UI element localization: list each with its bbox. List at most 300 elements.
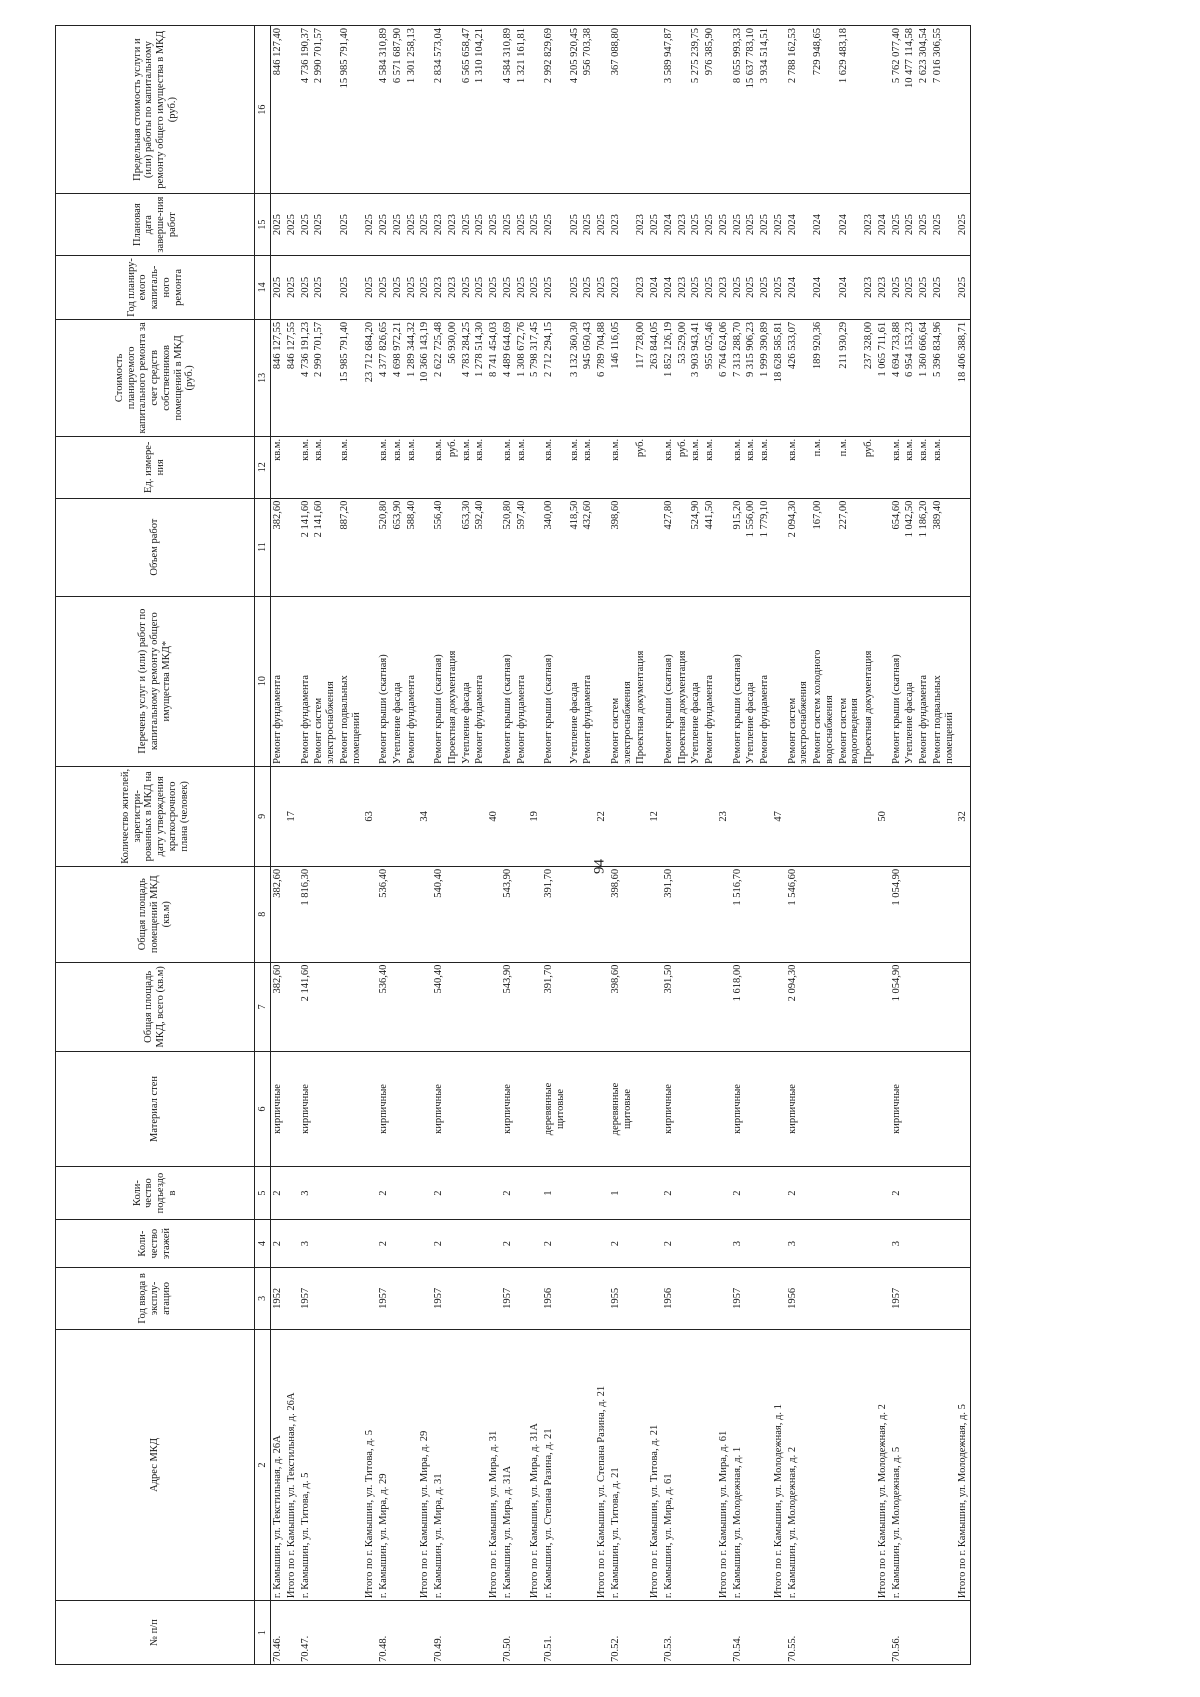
planned-year-cell: 2025 (890, 256, 904, 320)
completion-date-cell: 2023 (609, 194, 635, 256)
residents-cell (609, 766, 635, 866)
work-type-cell: Ремонт фундамента (758, 596, 772, 766)
table-row (312, 26, 338, 1665)
wall-material-cell (811, 1052, 837, 1167)
total-row (772, 26, 786, 1665)
work-type-cell (528, 596, 542, 766)
work-type-cell (648, 596, 662, 766)
floors-cell (703, 1220, 717, 1268)
work-type-cell: Ремонт фундамента (405, 596, 419, 766)
row-number (595, 1601, 609, 1665)
unit-cell: кв.м. (501, 436, 515, 498)
work-volume-cell: 592,40 (473, 498, 487, 596)
entrances-cell (758, 1166, 772, 1219)
table-row (786, 26, 812, 1665)
wall-material-cell (460, 1052, 474, 1167)
total-row (717, 26, 731, 1665)
total-area-cell (595, 962, 609, 1051)
column-header: Общая площадь помещений МКД (кв.м) (56, 866, 255, 962)
total-area-cell (917, 962, 931, 1051)
row-number: 70.56. (890, 1601, 904, 1665)
residents-cell (862, 766, 876, 866)
completion-date-cell: 2025 (731, 194, 745, 256)
table-body (271, 26, 971, 1665)
premises-area-cell (405, 866, 419, 962)
premises-area-cell (312, 866, 338, 962)
residents-cell: 17 (285, 766, 299, 866)
address-cell: г. Камышин, ул. Мира, д. 29 (377, 1329, 391, 1600)
unit-cell: кв.м. (299, 436, 313, 498)
limit-cost-cell (648, 26, 662, 194)
completion-date-cell: 2023 (634, 194, 648, 256)
floors-cell (568, 1220, 582, 1268)
premises-area-cell (758, 866, 772, 962)
premises-area-cell (473, 866, 487, 962)
floors-cell (876, 1220, 890, 1268)
year-built-cell (473, 1268, 487, 1330)
floors-cell: 3 (299, 1220, 313, 1268)
floors-cell (676, 1220, 690, 1268)
unit-cell (363, 436, 377, 498)
year-built-cell (903, 1268, 917, 1330)
work-type-cell (717, 596, 731, 766)
premises-area-cell: 1 816,30 (299, 866, 313, 962)
row-number: 70.52. (609, 1601, 635, 1665)
planned-year-cell: 2025 (285, 256, 299, 320)
residents-cell: 22 (595, 766, 609, 866)
wall-material-cell (473, 1052, 487, 1167)
completion-date-cell: 2025 (501, 194, 515, 256)
limit-cost-cell (862, 26, 876, 194)
year-built-cell (931, 1268, 957, 1330)
completion-date-cell: 2025 (473, 194, 487, 256)
floors-cell (405, 1220, 419, 1268)
residents-cell: 47 (772, 766, 786, 866)
column-number-row (255, 26, 271, 1665)
floors-cell (528, 1220, 542, 1268)
work-volume-cell: 1 556,00 (744, 498, 758, 596)
column-number: 12 (255, 436, 271, 498)
address-cell (568, 1329, 582, 1600)
limit-cost-cell (528, 26, 542, 194)
unit-cell: руб. (446, 436, 460, 498)
floors-cell (837, 1220, 863, 1268)
completion-date-cell: 2025 (648, 194, 662, 256)
limit-cost-cell (717, 26, 731, 194)
cost-cell: 5 798 317,45 (528, 319, 542, 436)
work-type-cell (956, 596, 970, 766)
planned-year-cell: 2024 (648, 256, 662, 320)
limit-cost-cell: 4 205 920,45 (568, 26, 582, 194)
cost-cell: 23 712 684,20 (363, 319, 377, 436)
planned-year-cell: 2025 (377, 256, 391, 320)
wall-material-cell (487, 1052, 501, 1167)
limit-cost-cell (876, 26, 890, 194)
unit-cell: п.м. (837, 436, 863, 498)
work-type-cell: Ремонт крыши (скатная) (542, 596, 568, 766)
entrances-cell (528, 1166, 542, 1219)
wall-material-cell (312, 1052, 338, 1167)
address-cell: Итого по г. Камышин, ул. Молодежная, д. 5 (956, 1329, 970, 1600)
unit-cell: кв.м. (917, 436, 931, 498)
floors-cell (338, 1220, 364, 1268)
total-area-cell (703, 962, 717, 1051)
wall-material-cell (917, 1052, 931, 1167)
work-volume-cell: 653,30 (460, 498, 474, 596)
premises-area-cell (515, 866, 529, 962)
cost-cell: 1 278 514,30 (473, 319, 487, 436)
unit-cell: руб. (634, 436, 648, 498)
address-cell: Итого по г. Камышин, ул. Молодежная, д. 1 (772, 1329, 786, 1600)
wall-material-cell: кирпичные (890, 1052, 904, 1167)
total-area-cell (758, 962, 772, 1051)
work-volume-cell (595, 498, 609, 596)
year-built-cell (595, 1268, 609, 1330)
column-header: Год планиру-емого капиталь-ного ремонта (56, 256, 255, 320)
address-cell: г. Камышин, ул. Молодежная, д. 1 (731, 1329, 745, 1600)
column-number: 16 (255, 26, 271, 194)
work-type-cell: Ремонт крыши (скатная) (377, 596, 391, 766)
entrances-cell: 2 (271, 1166, 285, 1219)
address-cell (312, 1329, 338, 1600)
row-number (487, 1601, 501, 1665)
work-volume-cell: 418,50 (568, 498, 582, 596)
work-volume-cell (487, 498, 501, 596)
wall-material-cell (717, 1052, 731, 1167)
unit-cell: кв.м. (731, 436, 745, 498)
floors-cell: 2 (432, 1220, 446, 1268)
address-cell (338, 1329, 364, 1600)
work-type-cell: Ремонт подвальных помещений (338, 596, 364, 766)
wall-material-cell (931, 1052, 957, 1167)
table-row (634, 26, 648, 1665)
entrances-cell (391, 1166, 405, 1219)
year-built-cell (487, 1268, 501, 1330)
floors-cell (917, 1220, 931, 1268)
premises-area-cell (528, 866, 542, 962)
year-built-cell (956, 1268, 970, 1330)
floors-cell (363, 1220, 377, 1268)
completion-date-cell: 2025 (542, 194, 568, 256)
year-built-cell: 1955 (609, 1268, 635, 1330)
table-row (703, 26, 717, 1665)
cost-cell: 2 990 701,57 (312, 319, 338, 436)
total-area-cell: 2 141,60 (299, 962, 313, 1051)
wall-material-cell (568, 1052, 582, 1167)
floors-cell (446, 1220, 460, 1268)
entrances-cell (515, 1166, 529, 1219)
entrances-cell (568, 1166, 582, 1219)
address-cell: г. Камышин, ул. Молодежная, д. 2 (786, 1329, 812, 1600)
planned-year-cell: 2025 (460, 256, 474, 320)
column-header: Адрес МКД (56, 1329, 255, 1600)
total-area-cell (312, 962, 338, 1051)
address-cell: Итого по г. Камышин, ул. Титова, д. 5 (363, 1329, 377, 1600)
total-row (876, 26, 890, 1665)
work-volume-cell: 1 042,50 (903, 498, 917, 596)
floors-cell (758, 1220, 772, 1268)
planned-year-cell: 2023 (432, 256, 446, 320)
residents-cell (501, 766, 515, 866)
unit-cell: кв.м. (581, 436, 595, 498)
wall-material-cell (391, 1052, 405, 1167)
completion-date-cell: 2025 (890, 194, 904, 256)
entrances-cell (772, 1166, 786, 1219)
floors-cell: 2 (501, 1220, 515, 1268)
limit-cost-cell: 5 275 239,75 (689, 26, 703, 194)
unit-cell (487, 436, 501, 498)
unit-cell: кв.м. (312, 436, 338, 498)
residents-cell (731, 766, 745, 866)
wall-material-cell: кирпичные (501, 1052, 515, 1167)
table-row (473, 26, 487, 1665)
year-built-cell (758, 1268, 772, 1330)
floors-cell (634, 1220, 648, 1268)
address-cell (460, 1329, 474, 1600)
entrances-cell (338, 1166, 364, 1219)
completion-date-cell: 2025 (405, 194, 419, 256)
planned-year-cell: 2024 (811, 256, 837, 320)
residents-cell: 63 (363, 766, 377, 866)
limit-cost-cell: 6 571 687,90 (391, 26, 405, 194)
entrances-cell (837, 1166, 863, 1219)
work-volume-cell: 382,60 (271, 498, 285, 596)
planned-year-cell: 2025 (487, 256, 501, 320)
table-row (837, 26, 863, 1665)
wall-material-cell: кирпичные (299, 1052, 313, 1167)
floors-cell (515, 1220, 529, 1268)
cost-cell: 2 712 294,15 (542, 319, 568, 436)
unit-cell: кв.м. (903, 436, 917, 498)
year-built-cell (515, 1268, 529, 1330)
planned-year-cell: 2025 (528, 256, 542, 320)
premises-area-cell (418, 866, 432, 962)
total-area-cell: 391,50 (662, 962, 676, 1051)
year-built-cell (285, 1268, 299, 1330)
year-built-cell (363, 1268, 377, 1330)
table-row (299, 26, 313, 1665)
residents-cell (744, 766, 758, 866)
total-area-cell (811, 962, 837, 1051)
premises-area-cell (581, 866, 595, 962)
wall-material-cell (363, 1052, 377, 1167)
unit-cell: кв.м. (931, 436, 957, 498)
wall-material-cell (689, 1052, 703, 1167)
work-volume-cell: 427,80 (662, 498, 676, 596)
total-area-cell (528, 962, 542, 1051)
work-volume-cell: 432,60 (581, 498, 595, 596)
row-number (648, 1601, 662, 1665)
premises-area-cell (903, 866, 917, 962)
column-number: 6 (255, 1052, 271, 1167)
unit-cell: кв.м. (515, 436, 529, 498)
year-built-cell (703, 1268, 717, 1330)
residents-cell (312, 766, 338, 866)
work-volume-cell: 520,80 (501, 498, 515, 596)
work-volume-cell (528, 498, 542, 596)
work-type-cell: Утепление фасада (903, 596, 917, 766)
completion-date-cell: 2025 (956, 194, 970, 256)
work-type-cell: Проектная документация (676, 596, 690, 766)
wall-material-cell (956, 1052, 970, 1167)
row-number (811, 1601, 837, 1665)
total-area-cell (446, 962, 460, 1051)
planned-year-cell: 2025 (312, 256, 338, 320)
total-area-cell: 540,40 (432, 962, 446, 1051)
planned-year-cell: 2025 (758, 256, 772, 320)
premises-area-cell (487, 866, 501, 962)
year-built-cell (689, 1268, 703, 1330)
cost-cell: 2 622 725,48 (432, 319, 446, 436)
total-area-cell (363, 962, 377, 1051)
page-number: 94 (591, 859, 608, 874)
year-built-cell (312, 1268, 338, 1330)
planned-year-cell: 2023 (717, 256, 731, 320)
completion-date-cell: 2025 (595, 194, 609, 256)
completion-date-cell: 2023 (862, 194, 876, 256)
premises-area-cell: 1 546,60 (786, 866, 812, 962)
residents-cell (377, 766, 391, 866)
year-built-cell (862, 1268, 876, 1330)
work-volume-cell (676, 498, 690, 596)
address-cell: Итого по г. Камышин, ул. Мира, д. 31А (528, 1329, 542, 1600)
total-area-cell (876, 962, 890, 1051)
row-number (772, 1601, 786, 1665)
table-row (917, 26, 931, 1665)
premises-area-cell: 391,50 (662, 866, 676, 962)
planned-year-cell: 2025 (363, 256, 377, 320)
limit-cost-cell: 15 985 791,40 (338, 26, 364, 194)
completion-date-cell: 2024 (876, 194, 890, 256)
work-type-cell: Ремонт подвальных помещений (931, 596, 957, 766)
address-cell: Итого по г. Камышин, ул. Мира, д. 29 (418, 1329, 432, 1600)
work-type-cell (285, 596, 299, 766)
row-number (917, 1601, 931, 1665)
total-area-cell: 543,90 (501, 962, 515, 1051)
completion-date-cell: 2025 (285, 194, 299, 256)
row-number (515, 1601, 529, 1665)
work-type-cell: Утепление фасада (460, 596, 474, 766)
work-volume-cell (418, 498, 432, 596)
work-volume-cell: 588,40 (405, 498, 419, 596)
year-built-cell (676, 1268, 690, 1330)
completion-date-cell: 2025 (568, 194, 582, 256)
work-volume-cell: 167,00 (811, 498, 837, 596)
total-area-cell (772, 962, 786, 1051)
row-number: 70.53. (662, 1601, 676, 1665)
residents-cell (446, 766, 460, 866)
work-type-cell: Утепление фасада (391, 596, 405, 766)
completion-date-cell: 2025 (717, 194, 731, 256)
year-built-cell: 1957 (299, 1268, 313, 1330)
planned-year-cell: 2023 (609, 256, 635, 320)
column-number: 4 (255, 1220, 271, 1268)
wall-material-cell (634, 1052, 648, 1167)
entrances-cell (460, 1166, 474, 1219)
completion-date-cell: 2025 (363, 194, 377, 256)
planned-year-cell: 2025 (703, 256, 717, 320)
residents-cell (786, 766, 812, 866)
completion-date-cell: 2024 (786, 194, 812, 256)
unit-cell (418, 436, 432, 498)
total-area-cell (405, 962, 419, 1051)
completion-date-cell: 2023 (676, 194, 690, 256)
unit-cell (528, 436, 542, 498)
total-area-cell: 398,60 (609, 962, 635, 1051)
row-number (744, 1601, 758, 1665)
wall-material-cell (676, 1052, 690, 1167)
year-built-cell (405, 1268, 419, 1330)
year-built-cell (876, 1268, 890, 1330)
cost-cell: 6 789 704,88 (595, 319, 609, 436)
total-row (956, 26, 970, 1665)
cost-cell: 237 328,00 (862, 319, 876, 436)
address-cell (391, 1329, 405, 1600)
wall-material-cell (515, 1052, 529, 1167)
total-area-cell (487, 962, 501, 1051)
planned-year-cell: 2025 (271, 256, 285, 320)
row-number: 70.48. (377, 1601, 391, 1665)
premises-area-cell (676, 866, 690, 962)
work-type-cell: Проектная документация (862, 596, 876, 766)
work-volume-cell: 340,00 (542, 498, 568, 596)
premises-area-cell (446, 866, 460, 962)
planned-year-cell: 2025 (473, 256, 487, 320)
row-number (285, 1601, 299, 1665)
total-area-cell (717, 962, 731, 1051)
limit-cost-cell: 976 385,90 (703, 26, 717, 194)
completion-date-cell: 2025 (271, 194, 285, 256)
cost-cell: 8 741 454,03 (487, 319, 501, 436)
table-row (271, 26, 285, 1665)
year-built-cell (581, 1268, 595, 1330)
premises-area-cell (460, 866, 474, 962)
table-row (338, 26, 364, 1665)
table-row (731, 26, 745, 1665)
wall-material-cell (772, 1052, 786, 1167)
wall-material-cell: кирпичные (377, 1052, 391, 1167)
work-volume-cell: 1 779,10 (758, 498, 772, 596)
limit-cost-cell (634, 26, 648, 194)
entrances-cell (956, 1166, 970, 1219)
premises-area-cell: 536,40 (377, 866, 391, 962)
work-type-cell: Ремонт систем водоотведения (837, 596, 863, 766)
floors-cell: 3 (890, 1220, 904, 1268)
premises-area-cell (285, 866, 299, 962)
column-header: Стоимость планируемого капитального ремонта за счет средств собственников помещений в МКД (руб.) (56, 319, 255, 436)
total-row (285, 26, 299, 1665)
floors-cell (581, 1220, 595, 1268)
row-number (758, 1601, 772, 1665)
column-header: Год ввода в эксплу-атацию (56, 1268, 255, 1330)
planned-year-cell: 2025 (931, 256, 957, 320)
table-row (890, 26, 904, 1665)
year-built-cell: 1956 (662, 1268, 676, 1330)
entrances-cell: 2 (662, 1166, 676, 1219)
column-number: 8 (255, 866, 271, 962)
row-number (931, 1601, 957, 1665)
cost-cell: 1 065 711,61 (876, 319, 890, 436)
total-area-cell (473, 962, 487, 1051)
residents-cell (890, 766, 904, 866)
table-row (568, 26, 582, 1665)
floors-cell: 2 (377, 1220, 391, 1268)
row-number: 70.50. (501, 1601, 515, 1665)
planned-year-cell: 2023 (634, 256, 648, 320)
limit-cost-cell: 2 788 162,53 (786, 26, 812, 194)
year-built-cell (338, 1268, 364, 1330)
row-number (689, 1601, 703, 1665)
